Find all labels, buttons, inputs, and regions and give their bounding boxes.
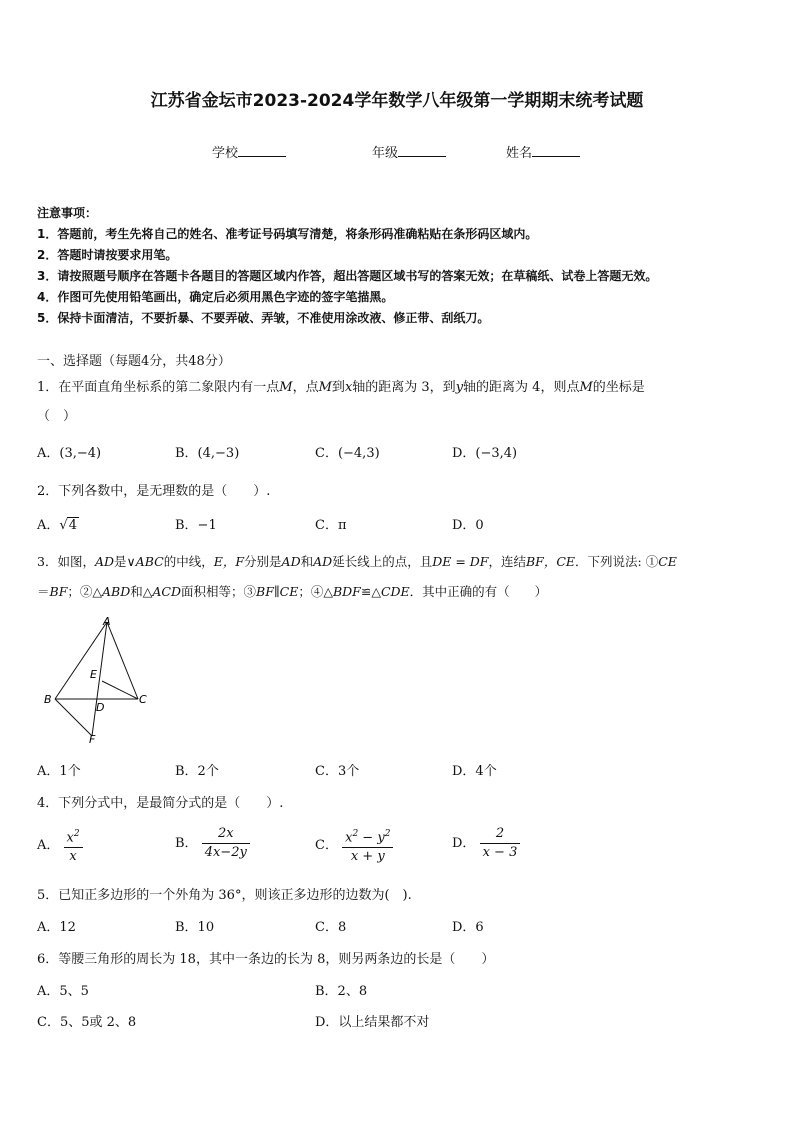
note-item: 4．作图可先使用铅笔画出，确定后必须用黑色字迹的签字笔描黑。: [37, 290, 394, 304]
fraction: [64, 825, 83, 866]
segment-ac: [107, 622, 138, 699]
q4-b-label: B．: [175, 836, 198, 851]
q6-option-b: B．2、8: [315, 984, 368, 999]
q3-var: AD: [313, 554, 333, 569]
denominator: x: [69, 849, 77, 865]
q4-c-label: C．: [315, 838, 338, 854]
exponent: 2: [73, 829, 80, 839]
note-item: 2．答题时请按要求用笔。: [37, 248, 178, 262]
q1-option-a: A．(3,−4): [37, 446, 102, 461]
q1-text: 到: [331, 380, 345, 395]
q3-text: 的中线，: [163, 554, 214, 569]
q3-text: 面积相等；③: [181, 584, 257, 599]
fraction: [202, 825, 250, 862]
q2-option-c: C．π: [315, 518, 347, 533]
label-d: D: [96, 701, 105, 714]
label-f: F: [89, 733, 96, 746]
q3-var: BDF: [332, 584, 361, 599]
q3-var: BF，CE: [525, 554, 576, 569]
q3-text: ．其中正确的有（ ）: [409, 584, 548, 599]
q3-var: E，F: [213, 554, 245, 569]
q3-option-c: C．3个: [315, 764, 360, 779]
q2-option-d: D．0: [452, 518, 484, 533]
q1-option-c: C．(−4,3): [315, 446, 380, 461]
question-5-stem: 5．已知正多边形的一个外角为 36°，则该正多边形的边数为( ).: [37, 888, 412, 903]
denominator: x − 3: [482, 845, 518, 860]
note-item: 3．请按照题号顺序在答题卡各题目的答题区域内作答，超出答题区域书写的答案无效；在草稿纸、试卷上答题无效。: [37, 269, 658, 283]
q3-text: ＝: [37, 584, 50, 599]
school-field: [212, 142, 286, 161]
q3-text: 和: [300, 554, 314, 569]
q3-text: ．下列说法: ①: [575, 554, 659, 569]
q3-var: CE: [658, 554, 677, 569]
q2-option-b: B．−1: [175, 518, 217, 533]
name-blank: [532, 144, 580, 157]
fraction: [480, 825, 521, 862]
question-1-paren: （ ）: [37, 409, 77, 424]
q1-text: 轴的距离为 4，则点: [463, 380, 580, 395]
q5-option-a: A．12: [37, 920, 76, 935]
q4-option-d: [452, 825, 520, 862]
q6-option-d: D．以上结果都不对: [315, 1015, 430, 1030]
question-3-line-1: [37, 552, 677, 570]
q3-text: 3．如图，: [37, 554, 95, 569]
question-6-stem: 6．等腰三角形的周长为 18，其中一条边的长为 8，则另两条边的长是（ ）: [37, 952, 495, 967]
denominator: 4x−2y: [204, 845, 247, 860]
fraction: [342, 825, 393, 866]
q1-option-d: D．(−3,4): [452, 446, 518, 461]
label-a: A: [103, 615, 111, 628]
q4-d-label: D．: [452, 836, 476, 851]
sqrt-sign: √: [59, 518, 68, 533]
numerator: x: [345, 830, 353, 846]
q3-var: ∨ABC: [126, 554, 164, 569]
numerator: 2: [480, 825, 521, 844]
q3-option-d: D．4个: [452, 764, 497, 779]
question-1-stem: [37, 376, 645, 395]
name-field: [506, 142, 580, 161]
grade-blank: [398, 144, 446, 157]
q1-text: ，点: [292, 380, 319, 395]
q1-option-b: B．(4,−3): [175, 446, 240, 461]
label-e: E: [90, 668, 97, 681]
q2-a-radicand: 4: [68, 518, 77, 533]
numerator: x: [66, 830, 74, 846]
q3-var: BF: [49, 584, 68, 599]
segment-ec: [102, 681, 138, 699]
q4-option-a: [37, 825, 83, 866]
q1-text: 1．在平面直角坐标系的第二象限内有一点: [37, 380, 280, 395]
q3-text: 是: [114, 554, 127, 569]
q5-option-c: C．8: [315, 920, 347, 935]
numerator: − y: [358, 830, 385, 846]
q1-text: 轴的距离为 3，到: [352, 380, 456, 395]
q4-option-b: [175, 825, 250, 862]
q1-var: y: [455, 380, 464, 395]
triangle-figure: [40, 612, 160, 747]
question-4-stem: 4．下列分式中，是最简分式的是（ ）.: [37, 796, 284, 811]
q1-var: M: [279, 380, 293, 395]
q6-option-a: A．5、5: [37, 984, 89, 999]
q3-text: ，连结: [488, 554, 526, 569]
exponent: 2: [352, 829, 359, 839]
q1-var: M: [318, 380, 332, 395]
segment-ab: [55, 622, 107, 699]
section-heading: 一、选择题（每题4分，共48分）: [37, 354, 231, 369]
note-item: 5．保持卡面清洁，不要折暴、不要弄破、弄皱，不准使用涂改液、修正带、刮纸刀。: [37, 311, 490, 325]
q3-option-b: B．2个: [175, 764, 219, 779]
numerator: 2x: [202, 825, 250, 844]
name-label: 姓名: [506, 146, 533, 161]
q3-text: ；②△: [67, 584, 102, 599]
exam-title: 江苏省金坛市2023-2024学年数学八年级第一学期期末统考试题: [150, 91, 644, 111]
q5-option-d: D．6: [452, 920, 484, 935]
q1-var: M: [579, 380, 593, 395]
q6-option-c: C．5、5或 2、8: [37, 1015, 137, 1030]
school-label: 学校: [212, 146, 239, 161]
q3-var: AD: [281, 554, 301, 569]
q3-var: BF∥CE: [256, 584, 299, 599]
q3-var: DE = DF: [432, 554, 489, 569]
grade-field: [372, 142, 446, 161]
q3-text: ；④△: [298, 584, 333, 599]
grade-label: 年级: [372, 146, 399, 161]
label-b: B: [44, 693, 52, 706]
q3-text: 和△: [130, 584, 153, 599]
q3-var: AD: [94, 554, 115, 569]
note-item: 1．答题前，考生先将自己的姓名、准考证号码填写清楚，将条形码准确粘贴在条形码区域内。: [37, 227, 538, 241]
segment-bf: [55, 699, 92, 736]
q3-text: 分别是: [244, 554, 282, 569]
q3-text: 延长线上的点，且: [332, 554, 433, 569]
q2-option-a: [37, 514, 79, 533]
question-2-stem: 2．下列各数中，是无理数的是（ ）.: [37, 484, 271, 499]
notes-heading: 注意事项：: [37, 206, 98, 220]
label-c: C: [139, 693, 147, 706]
q4-a-label: A．: [37, 838, 60, 854]
q3-var: CDE: [380, 584, 410, 599]
q5-option-b: B．10: [175, 920, 215, 935]
q3-text: ≌△: [360, 584, 381, 599]
q2-a-label: A．: [37, 518, 60, 533]
exponent: 2: [384, 829, 391, 839]
q3-option-a: A．1个: [37, 764, 81, 779]
school-blank: [238, 144, 286, 157]
q4-option-c: [315, 825, 393, 866]
denominator: x + y: [350, 849, 385, 865]
q1-text: 的坐标是: [592, 380, 645, 395]
q3-var: ACD: [152, 584, 181, 599]
question-3-line-2: [37, 582, 547, 600]
q3-var: ABD: [102, 584, 131, 599]
q1-var: x: [344, 380, 353, 395]
